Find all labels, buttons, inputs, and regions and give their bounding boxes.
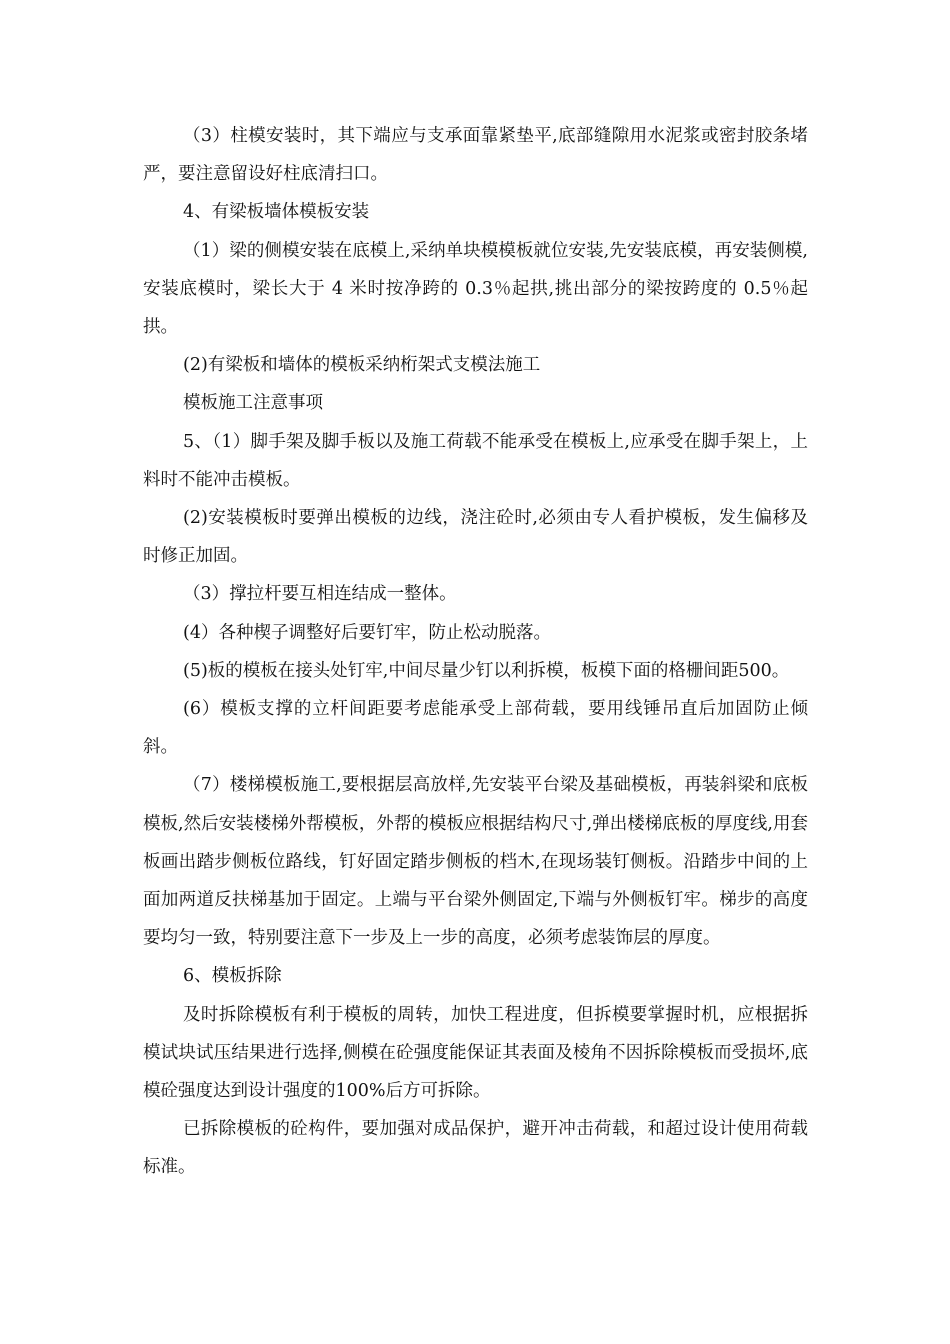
paragraph-truss-support-method: (2)有梁板和墙体的模板采纳桁架式支模法施工: [183, 355, 541, 376]
paragraph-column-mold-note: （3）柱模安装时，其下端应与支承面靠紧垫平,底部缝隙用水泥浆或密封胶条堵严，要注意留设好柱底清扫口。: [143, 126, 808, 185]
paragraph-removal-timing: 及时拆除模板有利于模板的周转，加快工程进度，但拆模要掌握时机，应根据拆模试块试压结果进行选择,侧模在砼强度能保证其表面及棱角不因拆除模板而受损坏,底模砼强度达到设计强度的100%后方可拆除。: [143, 1004, 808, 1102]
heading-beam-slab-wall-formwork: 4、有梁板墙体模板安装: [183, 202, 370, 223]
heading-formwork-removal: 6、模板拆除: [183, 966, 282, 987]
paragraph-stair-formwork: （7）楼梯模板施工,要根据层高放样,先安装平台梁及基础模板，再装斜梁和底板模板,然后安装楼梯外帮模板，外帮的模板应根据结构尺寸,弹出楼梯底板的厚度线,用套板画出踏步侧板位路线，钉好固定踏步侧板的档木,在现场装钉侧板。沿踏步中间的上面加两道反扶梯基加于固定。上端与平台梁外侧固定,下端与外侧板钉牢。梯步的高度要均匀一致，特别要注意下一步及上一步的高度，必须考虑装饰层的厚度。: [143, 775, 808, 949]
paragraph-beam-side-mold: （1）梁的侧模安装在底模上,采纳单块模模板就位安装,先安装底模，再安装侧模,安装底模时，梁长大于 4 米时按净跨的 0.3％起拱,挑出部分的梁按跨度的 0.5％起拱。: [143, 240, 808, 338]
paragraph-wedge-nailing: (4）各种楔子调整好后要钉牢，防止松动脱落。: [183, 622, 551, 643]
paragraph-brace-connection: （3）撑拉杆要互相连结成一整体。: [183, 584, 457, 605]
paragraph-pole-spacing: (6）模板支撑的立杆间距要考虑能承受上部荷载，要用线锤吊直后加固防止倾斜。: [143, 699, 808, 758]
paragraph-formwork-edge-line: (2)安装模板时要弹出模板的边线，浇注砼时,必须由专人看护模板，发生偏移及时修正加固。: [143, 508, 808, 567]
document-body: [143, 117, 808, 1187]
paragraph-slab-joint-nailing: (5)板的模板在接头处钉牢,中间尽量少钉以利拆模，板模下面的格栅间距500。: [183, 660, 790, 681]
heading-formwork-precautions: 模板施工注意事项: [183, 393, 323, 414]
paragraph-product-protection: 已拆除模板的砼构件，要加强对成品保护，避开冲击荷载，和超过设计使用荷载标准。: [143, 1119, 808, 1178]
paragraph-scaffold-load: 5、（1）脚手架及脚手板以及施工荷载不能承受在模板上,应承受在脚手架上，上料时不能冲击模板。: [143, 431, 808, 490]
